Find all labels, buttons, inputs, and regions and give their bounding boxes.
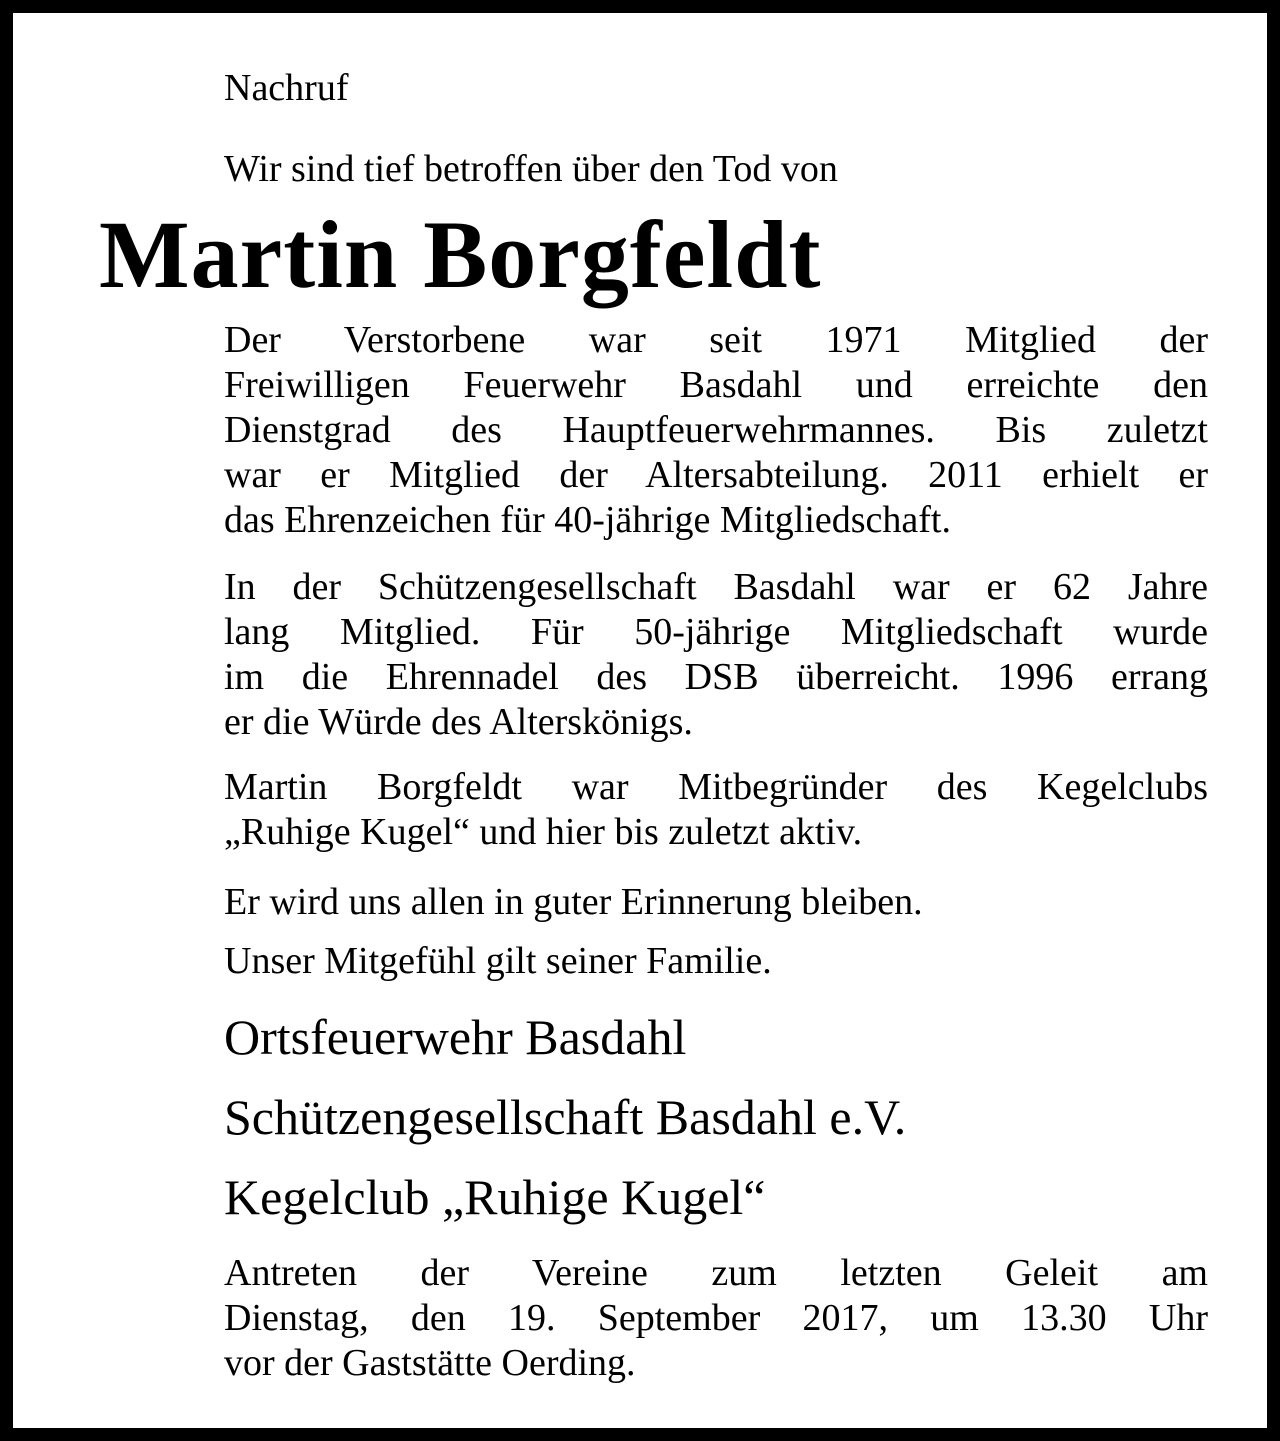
paragraph-bowling-club	[224, 765, 1208, 855]
text-line: vor der Gaststätte Oerding.	[224, 1342, 636, 1384]
closing-line: Er wird uns allen in guter Erinnerung bleiben.	[224, 881, 923, 923]
organization-shooting-club: Schützengesellschaft Basdahl e.V.	[224, 1089, 907, 1145]
deceased-name: Martin Borgfeldt	[99, 201, 822, 308]
text-line: Martin Borgfeldt war Mitbegründer des Kegelclubs	[224, 766, 1208, 808]
organization-bowling-club: Kegelclub „Ruhige Kugel“	[224, 1169, 766, 1225]
notice-heading: Nachruf	[224, 67, 349, 109]
text-line: war er Mitglied der Altersabteilung. 2011 erhielt er	[224, 454, 1208, 496]
closing-line: Unser Mitgefühl gilt seiner Familie.	[224, 940, 772, 982]
text-line: lang Mitglied. Für 50-jährige Mitgliedschaft wurde	[224, 611, 1208, 653]
text-line: In der Schützengesellschaft Basdahl war er 62 Jahre	[224, 566, 1208, 608]
text-line: das Ehrenzeichen für 40-jährige Mitgliedschaft.	[224, 499, 951, 541]
text-line: im die Ehrennadel des DSB überreicht. 1996 errang	[224, 656, 1208, 698]
text-line: Der Verstorbene war seit 1971 Mitglied der	[224, 319, 1208, 361]
intro-line: Wir sind tief betroffen über den Tod von	[224, 148, 838, 190]
paragraph-shooting-club	[224, 565, 1208, 745]
text-line: Antreten der Vereine zum letzten Geleit am	[224, 1252, 1208, 1294]
paragraph-funeral-info	[224, 1251, 1208, 1386]
text-line: Dienstgrad des Hauptfeuerwehrmannes. Bis zuletzt	[224, 409, 1208, 451]
text-line: er die Würde des Alterskönigs.	[224, 701, 693, 743]
paragraph-fire-brigade	[224, 318, 1208, 543]
text-line: Dienstag, den 19. September 2017, um 13.30 Uhr	[224, 1297, 1208, 1339]
organization-fire-brigade: Ortsfeuerwehr Basdahl	[224, 1009, 687, 1065]
text-line: „Ruhige Kugel“ und hier bis zuletzt aktiv.	[224, 811, 863, 853]
text-line: Freiwilligen Feuerwehr Basdahl und erreichte den	[224, 364, 1208, 406]
